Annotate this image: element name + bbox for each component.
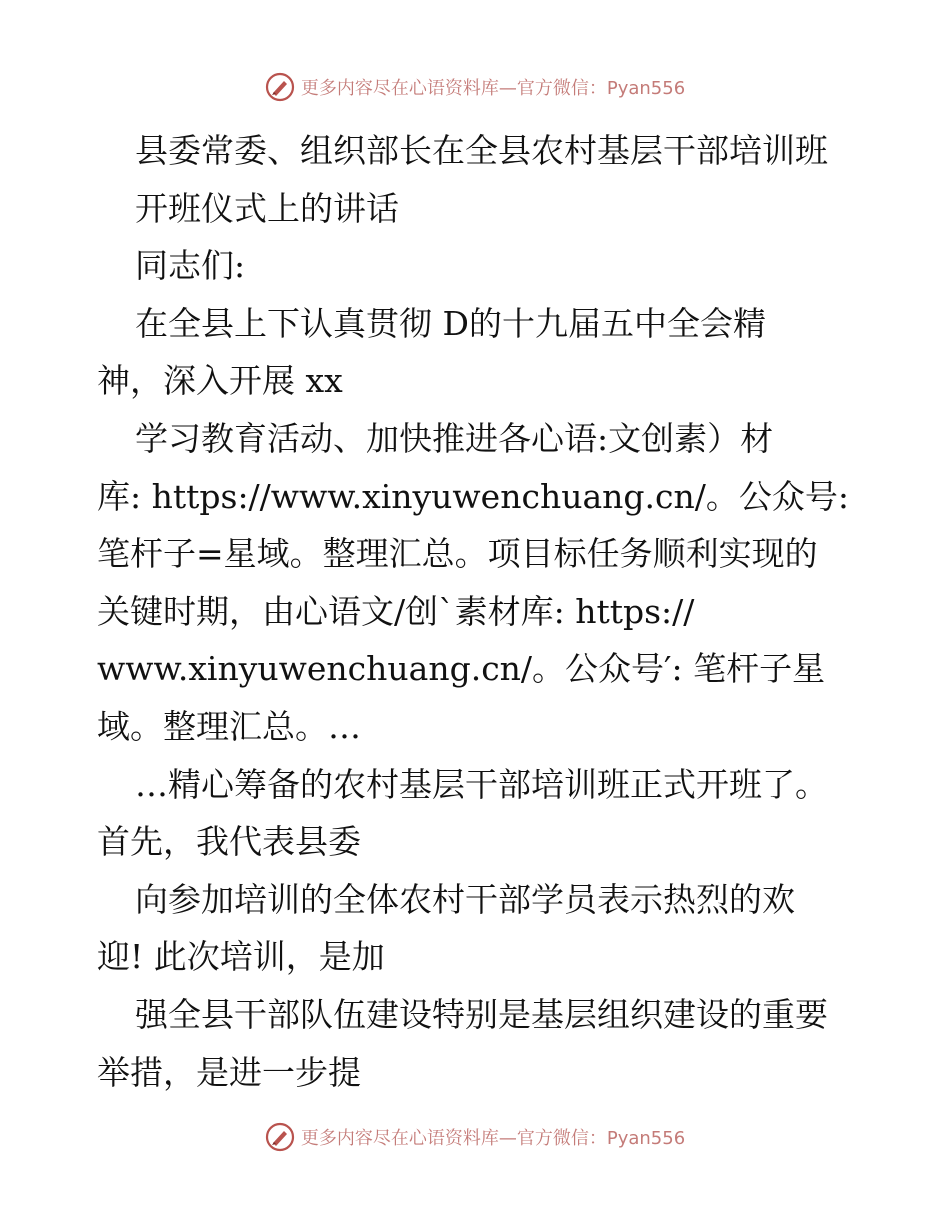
text-line: 开班仪式上的讲话 [135,188,399,228]
text-line: 笔杆子=星域。整理汇总。项目标任务顺利实现的 [97,534,818,574]
pen-seal-icon [265,1122,295,1152]
document-body [97,122,867,1101]
text-line: 神，深入开展 xx [97,361,343,401]
text-line: 学习教育活动、加快推进各心语:文创素）材 [135,418,774,458]
pen-seal-icon [265,72,295,102]
text-line: www.xinyuwenchuang.cn/。公众号′: 笔杆子星 [97,649,826,689]
text-line: 域。整理汇总。… [97,706,361,746]
text-line: 迎! 此次培训，是加 [97,937,385,977]
text-line: 向参加培训的全体农村干部学员表示热烈的欢 [135,879,795,919]
text-line: 县委常委、组织部长在全县农村基层干部培训班 [135,131,828,170]
text-line: 举措，是进一步提 [97,1052,361,1092]
watermark-text: 更多内容尽在心语资料库—官方微信：Pyan556 [300,1128,686,1149]
text-line: 强全县干部队伍建设特别是基层组织建设的重要 [135,994,828,1034]
text-line: 关键时期，由心语文/创`素材库: https:// [97,591,695,631]
text-line: 同志们: [135,246,246,286]
text-line: …精心筹备的农村基层干部培训班正式开班了。 [135,764,828,804]
text-line: 库: https://www.xinyuwenchuang.cn/。公众号: [97,476,849,516]
text-line: 在全县上下认真贯彻 D的十九届五中全会精 [135,303,766,343]
text-line: 首先，我代表县委 [97,822,361,862]
watermark-text: 更多内容尽在心语资料库—官方微信：Pyan556 [300,78,686,99]
footer-watermark [0,1122,950,1152]
header-watermark [0,72,950,102]
